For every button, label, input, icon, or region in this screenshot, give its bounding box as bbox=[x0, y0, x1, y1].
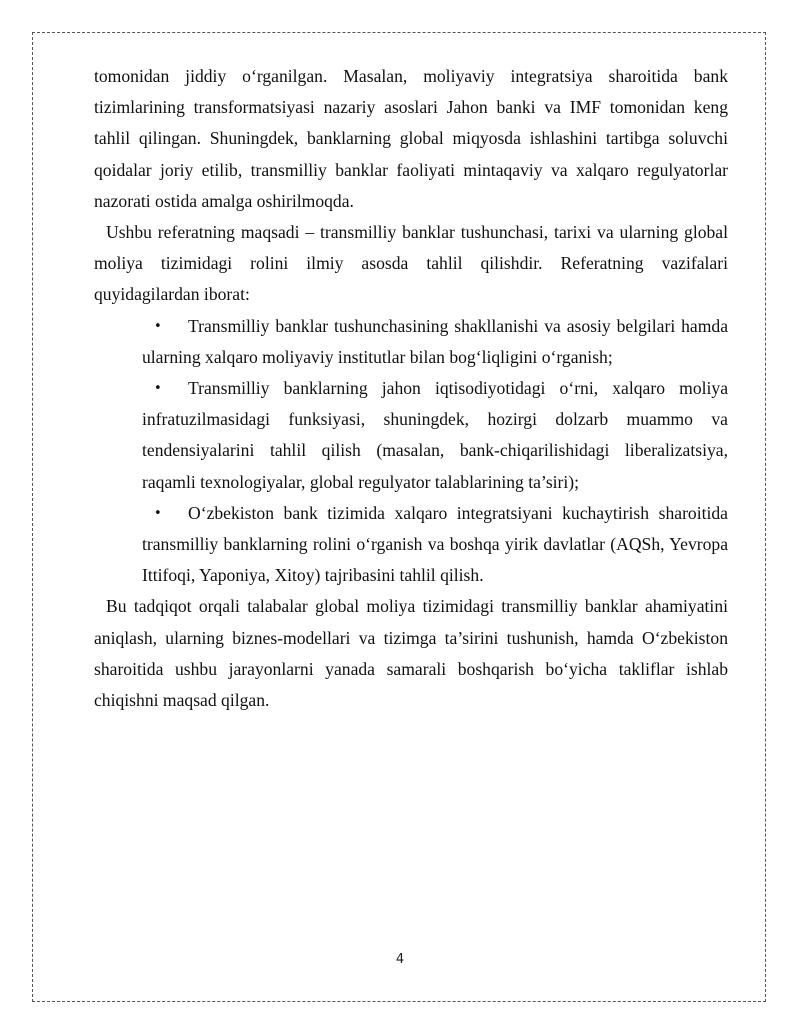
paragraph-purpose: Ushbu referatning maqsadi – transmilliy banklar tushunchasi, tarixi va ularning global moliya tizimidagi rolini ilmiy asosda tahlil qilishdir. Referatning vazifalari quyidagilardan iborat: bbox=[94, 222, 728, 305]
task-list bbox=[94, 311, 728, 592]
page-number: 4 bbox=[395, 952, 405, 967]
document-body bbox=[94, 61, 728, 716]
paragraph-conclusion: Bu tadqiqot orqali talabalar global moliya tizimidagi transmilliy banklar ahamiyatini aniqlash, ularning biznes-modellari va tizimga ta’sirini tushunish, hamda O‘zbekiston sharoitida ushbu jarayonlarni yanada samarali boshqarish bo‘yicha takliflar ishlab chiqishni maqsad qilgan. bbox=[94, 596, 728, 711]
list-item-text: Transmilliy banklarning jahon iqtisodiyotidagi o‘rni, xalqaro moliya infratuzilmasidagi funksiyasi, shuningdek, hozirgi dolzarb muammo va tendensiyalarini tahlil qilish (masalan, bank-chiqarilishidagi liberalizatsiya, raqamli texnologiyalar, global regulyator talablarining ta’siri); bbox=[142, 378, 728, 492]
list-item bbox=[142, 373, 728, 498]
bullet-icon: • bbox=[154, 505, 162, 521]
list-item bbox=[142, 311, 728, 373]
bullet-icon: • bbox=[154, 381, 162, 397]
bullet-icon: • bbox=[154, 318, 162, 334]
list-item bbox=[142, 498, 728, 592]
list-item-text: O‘zbekiston bank tizimida xalqaro integratsiyani kuchaytirish sharoitida transmilliy banklarning rolini o‘rganish va boshqa yirik davlatlar (AQSh, Yevropa Ittifoqi, Yaponiya, Xitoy) tajribasini tahlil qilish. bbox=[142, 502, 728, 586]
list-item-text: Transmilliy banklar tushunchasining shakllanishi va asosiy belgilari hamda ularning xalqaro moliyaviy institutlar bilan bog‘liqligini o‘rganish; bbox=[142, 315, 728, 367]
paragraph-intro: tomonidan jiddiy o‘rganilgan. Masalan, moliyaviy integratsiya sharoitida bank tizimlarining transformatsiyasi nazariy asoslari Jahon banki va IMF tomonidan keng tahlil qilingan. Shuningdek, banklarning global miqyosda ishlashini tartibga soluvchi qoidalar joriy etilib, transmilliy banklar faoliyati mintaqaviy va xalqaro regulyatorlar nazorati ostida amalga oshirilmoqda. bbox=[94, 66, 728, 211]
